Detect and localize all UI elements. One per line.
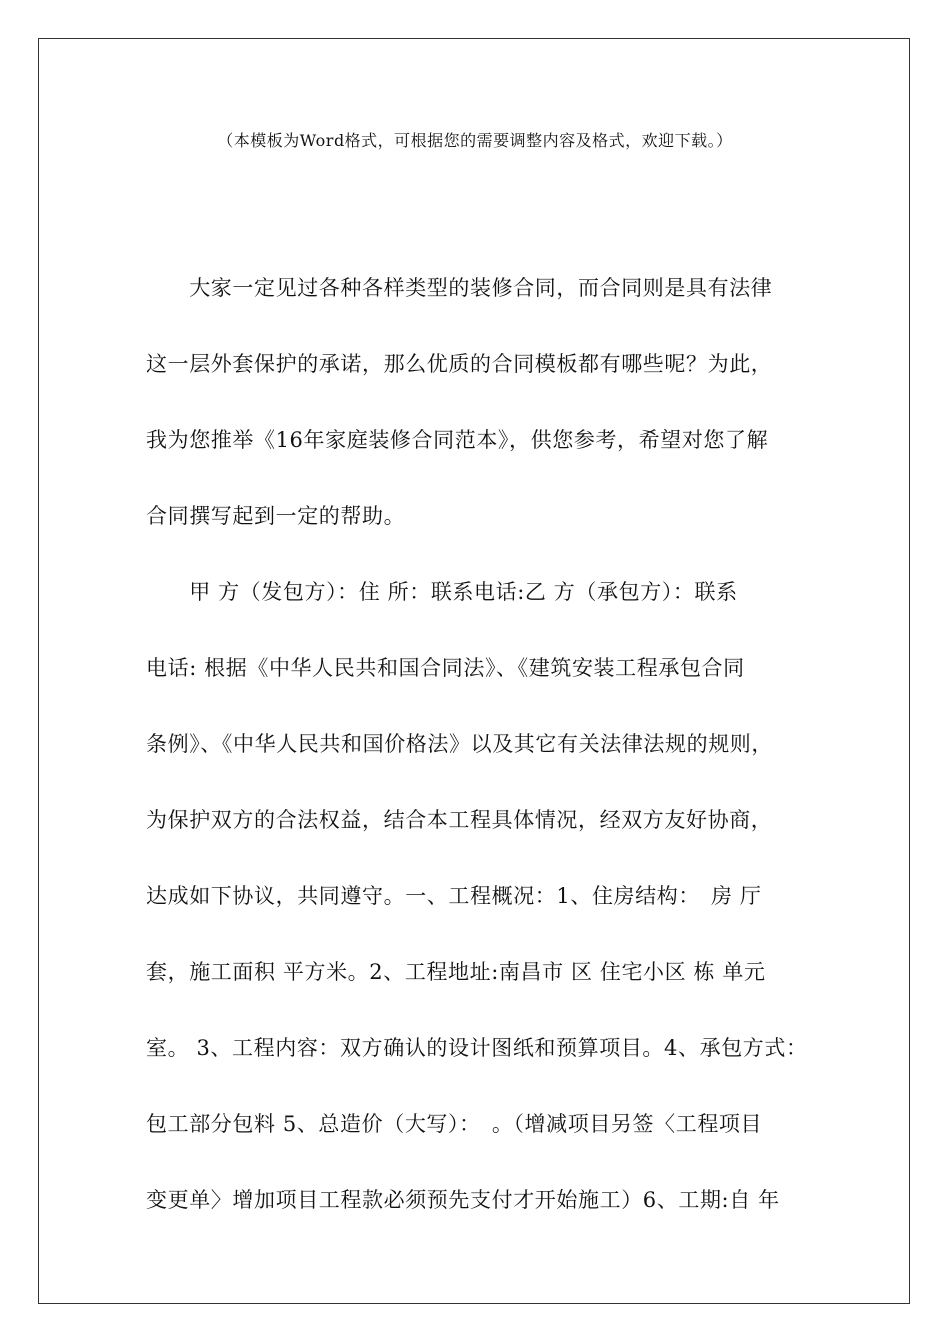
body-line: 甲 方（发包方）：住 所：联系电话:乙 方（承包方）：联系 — [146, 580, 738, 604]
body-line: 我为您推举《16年家庭装修合同范本》，供您参考，希望对您了解 — [146, 428, 769, 452]
body-line: 大家一定见过各种各样类型的装修合同，而合同则是具有法律 — [146, 276, 773, 300]
template-note: （本模板为Word格式，可根据您的需要调整内容及格式，欢迎下载。） — [217, 131, 733, 150]
body-line: 室。 3、工程内容：双方确认的设计图纸和预算项目。4、承包方式： — [146, 1036, 808, 1060]
body-line: 包工部分包料 5、总造价（大写）： 。（增减项目另签〈工程项目 — [146, 1112, 763, 1136]
body-line: 套，施工面积 平方米。2、工程地址:南昌市 区 住宅小区 栋 单元 — [146, 960, 766, 984]
body-line: 电话: 根据《中华人民共和国合同法》、《建筑安装工程承包合同 — [146, 656, 745, 680]
body-line: 为保护双方的合法权益，结合本工程具体情况，经双方友好协商， — [146, 808, 773, 832]
body-line: 这一层外套保护的承诺，那么优质的合同模板都有哪些呢？为此， — [146, 352, 773, 376]
body-line: 合同撰写起到一定的帮助。 — [146, 504, 406, 528]
body-line: 条例》、《中华人民共和国价格法》以及其它有关法律法规的规则， — [146, 732, 773, 756]
document-body — [146, 268, 816, 1256]
body-line: 变更单〉增加项目工程款必须预先支付才开始施工）6、工期:自 年 — [146, 1188, 780, 1212]
body-line: 达成如下协议，共同遵守。一、工程概况：1、住房结构： 房 厅 — [146, 884, 762, 908]
